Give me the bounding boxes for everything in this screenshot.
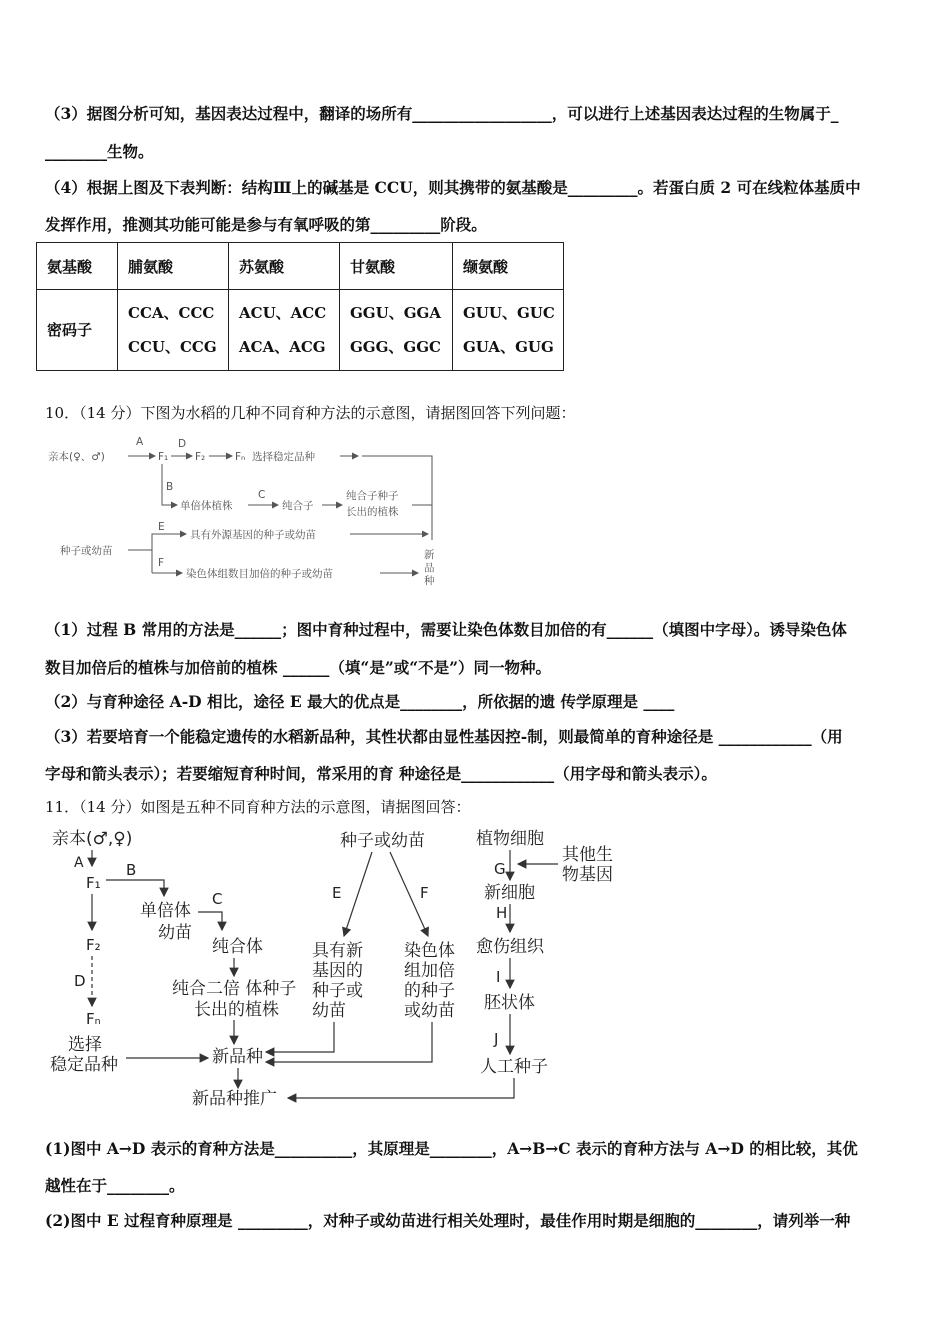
d10-newvar-2: 品	[424, 562, 435, 574]
d11-othergene-1: 其他生	[562, 845, 613, 865]
codon-cell-thr: ACU、ACC ACA、ACG	[229, 290, 340, 371]
d10-pureseed-2: 长出的植株	[346, 506, 399, 518]
q9-part4-line1: （4）根据上图及下表判断：结构Ⅲ上的碱基是 CCU，则其携带的氨基酸是_________。若蛋白质 2 可在线粒体基质中	[45, 178, 861, 197]
d11-label-A: A	[74, 855, 84, 871]
d10-haploid: 单倍体植株	[180, 500, 233, 512]
d11-label-I: I	[496, 968, 501, 986]
d11-label-D: D	[74, 972, 86, 990]
q10-part3-line1: （3）若要培育一个能稳定遗传的水稻新品种，其性状都由显性基因控-制，则最简单的育种途径是 ____________（用	[45, 727, 843, 746]
q10-part3-line2: 字母和箭头表示）；若要缩短育种时间，常采用的育 种途径是____________（用字母和箭头表示）。	[45, 764, 717, 783]
d10-Fn: Fₙ	[235, 451, 246, 463]
d11-label-F: F	[420, 884, 429, 902]
codon-header-val: 缬氨酸	[453, 243, 564, 290]
d11-label-C: C	[212, 890, 223, 908]
d11-poly-1: 染色体	[404, 941, 455, 961]
d10-label-A: A	[136, 436, 144, 448]
d10-label-C: C	[258, 489, 266, 501]
q11-breeding-diagram	[40, 822, 640, 1114]
d10-pure: 纯合子	[282, 500, 314, 512]
codon-header-gly: 甘氨酸	[340, 243, 453, 290]
d11-label-J: J	[494, 1030, 499, 1048]
d11-pureseed-1: 纯合二倍 体种子	[172, 979, 297, 999]
d11-newgene-4: 幼苗	[312, 1001, 346, 1021]
q11-part2: (2)图中 E 过程育种原理是 _________，对种子或幼苗进行相关处理时，最佳作用时期是细胞的________，请列举一种	[45, 1211, 851, 1230]
d10-foreign: 具有外源基因的种子或幼苗	[190, 529, 316, 541]
d11-embryo: 胚状体	[484, 993, 535, 1013]
d10-label-B: B	[166, 481, 174, 493]
codon-header-pro: 脯氨酸	[118, 243, 229, 290]
d11-label-G: G	[494, 860, 506, 878]
d11-poly-3: 的种子	[404, 981, 455, 1001]
codon-header-amino: 氨基酸	[37, 243, 118, 290]
codon-table-header-row	[37, 243, 564, 290]
d11-poly-4: 或幼苗	[404, 1001, 455, 1021]
codon-cell-gly: GGU、GGA GGG、GGC	[340, 290, 453, 371]
d11-F2: F₂	[86, 936, 101, 954]
d10-F2: F₂	[195, 451, 206, 463]
q11-part1-line2: 越性在于________。	[45, 1176, 185, 1195]
d10-newvar-1: 新	[424, 549, 435, 561]
codon-row-label: 密码子	[37, 290, 118, 371]
q10-part1-line2: 数目加倍后的植株与加倍前的植株 ______（填“是”或“不是”）同一物种。	[45, 658, 552, 677]
d11-parent: 亲本(♂,♀)	[52, 829, 133, 849]
q11-title: 11．（14 分）如图是五种不同育种方法的示意图，请据图回答：	[45, 798, 471, 816]
q10-part2: （2）与育种途径 A-D 相比，途径 E 最大的优点是________，所依据的遗 传学原理是 ____	[45, 692, 675, 711]
q10-breeding-diagram	[40, 432, 460, 592]
codon-cell-val: GUU、GUC GUA、GUG	[453, 290, 564, 371]
d11-F1: F₁	[86, 874, 101, 892]
d11-select-1: 选择	[68, 1035, 102, 1055]
d10-newvar-3: 种	[424, 575, 435, 587]
d10-doubled: 染色体组数目加倍的种子或幼苗	[186, 568, 333, 580]
q10-title: 10．（14 分）下图为水稻的几种不同育种方法的示意图，请据图回答下列问题：	[45, 404, 576, 422]
q9-part3-line1: （3）据图分析可知，基因表达过程中，翻译的场所有__________________，可以进行上述基因表达过程的生物属于_	[45, 104, 839, 123]
d11-newgene-1: 具有新	[312, 941, 363, 961]
d10-label-E: E	[158, 521, 165, 533]
d10-F1: F₁	[158, 451, 169, 463]
d10-select: 选择稳定品种	[252, 451, 315, 463]
d11-poly-2: 组加倍	[404, 961, 455, 981]
d11-Fn: Fₙ	[86, 1010, 101, 1028]
q9-part4-line2: 发挥作用，推测其功能可能是参与有氧呼吸的第_________阶段。	[45, 215, 487, 234]
d10-parent: 亲本(♀、♂)	[48, 451, 105, 463]
d11-pure: 纯合体	[212, 937, 263, 957]
d11-label-H: H	[496, 904, 508, 922]
d11-artseed: 人工种子	[480, 1057, 548, 1077]
d11-label-E: E	[332, 884, 342, 902]
d11-promote: 新品种推广	[192, 1089, 277, 1109]
d11-newgene-3: 种子或	[312, 981, 363, 1001]
d11-newvar: 新品种	[212, 1047, 263, 1067]
d11-pureseed-2: 长出的植株	[194, 1000, 279, 1020]
d10-label-D: D	[178, 438, 187, 450]
codon-table-row	[37, 290, 564, 371]
d11-label-B: B	[126, 861, 137, 879]
codon-table	[36, 242, 564, 371]
d11-haploid-2: 幼苗	[158, 923, 192, 943]
q9-part3-line2: ________生物。	[45, 142, 154, 161]
d11-othergene-2: 物基因	[562, 865, 613, 885]
d11-newgene-2: 基因的	[312, 961, 363, 981]
d11-callus: 愈伤组织	[476, 937, 544, 957]
d11-newcell: 新细胞	[484, 883, 535, 903]
d11-seed: 种子或幼苗	[340, 831, 425, 851]
d10-pureseed-1: 纯合子种子	[346, 490, 399, 502]
q11-part1-line1: (1)图中 A→D 表示的育种方法是__________，其原理是________，A→B→C 表示的育种方法与 A→D 的相比较，其优	[45, 1139, 858, 1158]
codon-cell-pro: CCA、CCC CCU、CCG	[118, 290, 229, 371]
d10-seed: 种子或幼苗	[60, 545, 113, 557]
d11-plantcell: 植物细胞	[476, 829, 544, 849]
codon-header-thr: 苏氨酸	[229, 243, 340, 290]
d10-label-F: F	[158, 557, 165, 569]
d11-select-2: 稳定品种	[50, 1055, 118, 1075]
q10-part1-line1: （1）过程 B 常用的方法是______；图中育种过程中，需要让染色体数目加倍的有______（填图中字母）。诱导染色体	[45, 620, 847, 639]
d11-haploid-1: 单倍体	[140, 901, 191, 921]
